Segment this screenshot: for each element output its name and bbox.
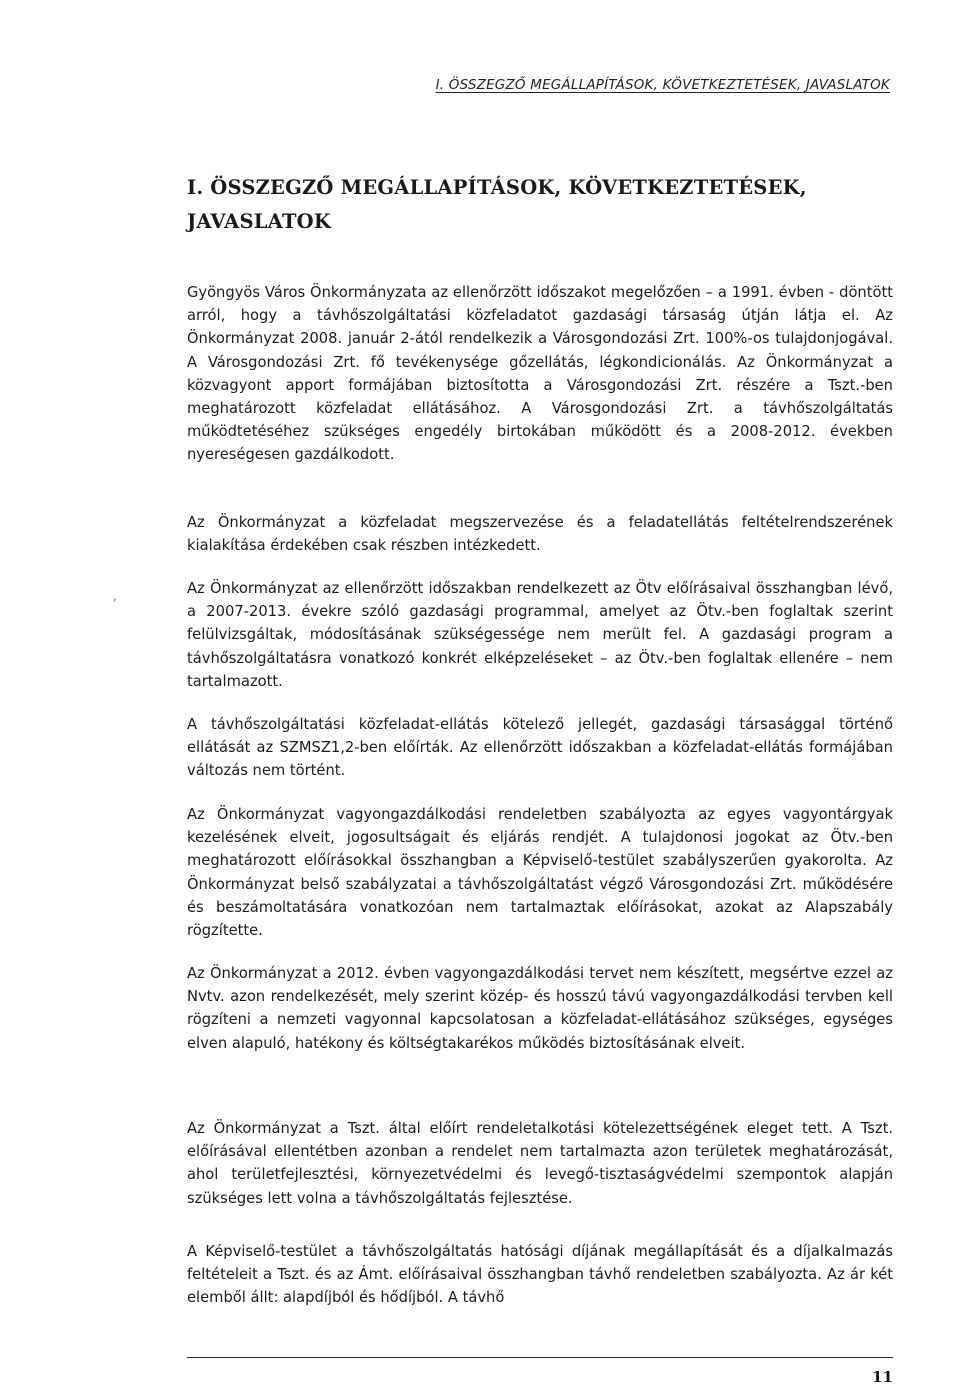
paragraph-8: A Képviselő-testület a távhőszolgáltatás hatósági díjának megállapítását és a díjalkalmazás feltételeit a Tszt. és az Ámt. előírásaival összhangban távhő rendeletben szabályozta. Az ár két elemből állt: alapdíjból és hődíjból. A távhő [187, 1243, 893, 1307]
paragraph-7: Az Önkormányzat a Tszt. által előírt rendeletalkotási kötelezettségének eleget tett. A Tszt. előírásával ellentétben azonban a rendelet nem tartalmazta azon területek meghatározását, ahol területfejlesztési, környezetvédelmi és levegő-tisztaságvédelmi szempontok alapján szükséges lett volna a távhőszolgáltatás fejlesztése. [187, 1120, 893, 1207]
running-header: I. ÖSSZEGZŐ MEGÁLLAPÍTÁSOK, KÖVETKEZTETÉSEK, JAVASLATOK [435, 77, 890, 93]
paragraph-5: Az Önkormányzat vagyongazdálkodási rendeletben szabályozta az egyes vagyontárgyak kezelésének elveit, jogosultságait és eljárás rendjét. A tulajdonosi jogokat az Ötv.-ben meghatározott előírásokkal összhangban a Képviselő-testület szabályszerűen gyakorolta. Az Önkormányzat belső szabályzatai a távhőszolgáltatást végző Városgondozási Zrt. működésére és beszámoltatására vonatkozóan nem tartalmaztak előírásokat, azokat az Alapszabály rögzítette. [187, 806, 893, 940]
paragraph-6: Az Önkormányzat a 2012. évben vagyongazdálkodási tervet nem készített, megsértve ezzel az Nvtv. azon rendelkezését, mely szerint közép- és hosszú távú vagyongazdálkodási tervben kell rögzíteni a nemzeti vagyonnal kapcsolatosan a közfeladat-ellátásához szükséges, egységes elven alapuló, hatékony és költségtakarékos működés biztosításának elveit. [187, 965, 893, 1052]
chapter-title: I. ÖSSZEGZŐ MEGÁLLAPÍTÁSOK, KÖVETKEZTETÉSEK, JAVASLATOK [187, 176, 807, 233]
paragraph-4: A távhőszolgáltatási közfeladat-ellátás kötelező jellegét, gazdasági társasággal történő ellátását az SZMSZ1,2-ben előírták. Az ellenőrzött időszakban a közfeladat-ellátás formájában változás nem történt. [187, 716, 893, 780]
page-number: 11 [872, 1368, 893, 1386]
paragraph-2: Az Önkormányzat a közfeladat megszervezése és a feladatellátás feltételrendszerének kialakítása érdekében csak részben intézkedett. [187, 514, 893, 555]
paragraph-3: Az Önkormányzat az ellenőrzött időszakban rendelkezett az Ötv előírásaival összhangban lévő, a 2007-2013. évekre szóló gazdasági programmal, amelyet az Ötv.-ben foglaltak szerint felülvizsgáltak, módosításának szükségessége nem merült fel. A gazdasági program a távhőszolgáltatásra vonatkozó konkrét elképzeléseket – az Ötv.-ben foglaltak ellenére – nem tartalmazott. [187, 580, 893, 690]
paragraph-1: Gyöngyös Város Önkormányzata az ellenőrzött időszakot megelőzően – a 1991. évben - döntött arról, hogy a távhőszolgáltatási közfeladatot gazdasági társaság útján látja el. Az Önkormányzat 2008. január 2-ától rendelkezik a Városgondozási Zrt. 100%-os tulajdonjogával. A Városgondozási Zrt. fő tevékenysége gőzellátás, légkondicionálás. Az Önkormányzat a közvagyont apport formájában biztosította a Városgondozási Zrt. részére a Tszt.-ben meghatározott közfeladat ellátásához. A Városgondozási Zrt. a távhőszolgáltatás működtetéséhez szükséges engedély birtokában működött és a 2008-2012. években nyereségesen gazdálkodott. [187, 284, 893, 464]
footer-rule [187, 1357, 893, 1358]
scan-artifact: , [113, 589, 117, 603]
